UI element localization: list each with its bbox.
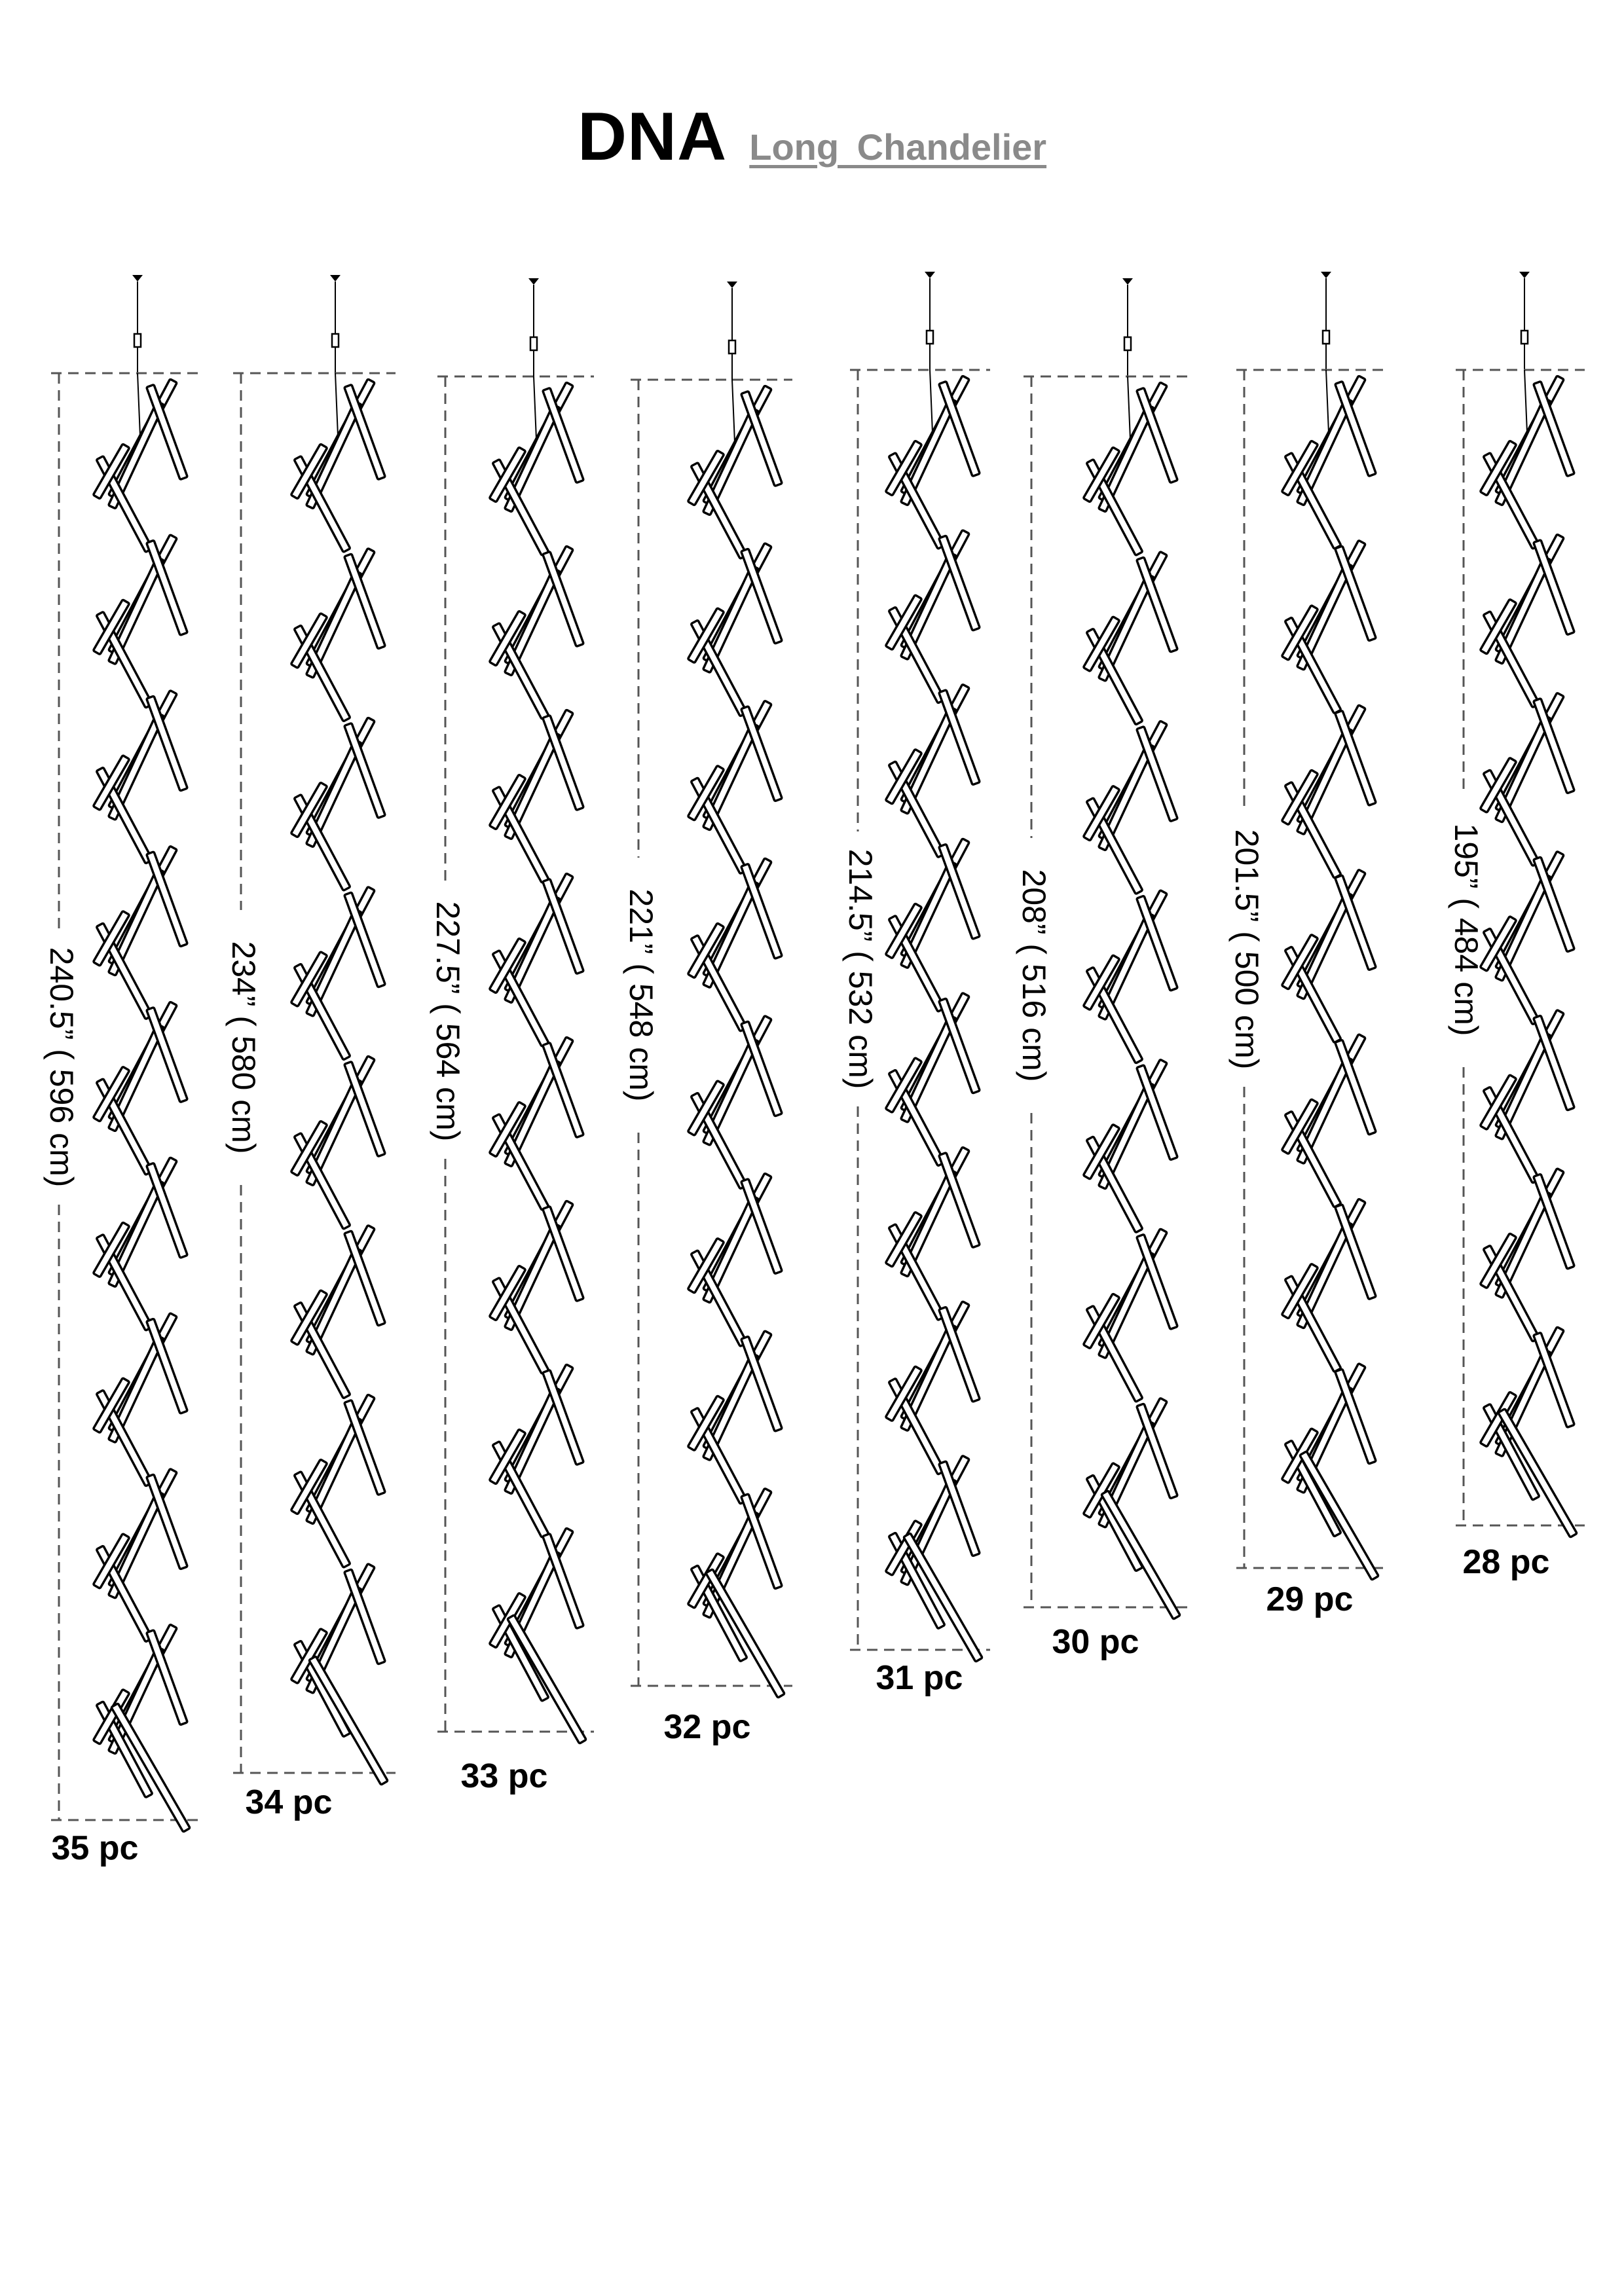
page-title: DNA (577, 99, 728, 175)
chandelier-unit (623, 282, 792, 1746)
piece-count-label: 33 pc (460, 1757, 548, 1795)
chandelier-unit (1016, 278, 1188, 1661)
piece-count-label: 29 pc (1266, 1580, 1354, 1618)
height-label: 214.5” ( 532 cm) (841, 848, 879, 1089)
piece-count-label: 32 pc (663, 1708, 751, 1746)
piece-count-label: 34 pc (245, 1783, 333, 1821)
height-label: 195” ( 484 cm) (1447, 823, 1485, 1036)
rod-bottom (309, 1656, 388, 1785)
canopy-icon (1122, 278, 1133, 285)
canopy-icon (1321, 272, 1331, 278)
piece-count-label: 35 pc (51, 1829, 139, 1867)
rod-bottom (507, 1615, 586, 1744)
canopy-icon (132, 275, 143, 282)
rod-bottom (1101, 1491, 1180, 1620)
rod-bottom (706, 1569, 784, 1698)
height-label: 240.5” ( 596 cm) (43, 947, 80, 1188)
chandelier-unit (1448, 272, 1585, 1581)
cable-connector (1124, 337, 1131, 350)
chandelier-unit (1228, 272, 1386, 1618)
piece-count-label: 28 pc (1462, 1543, 1550, 1581)
cable-connector (1323, 331, 1329, 344)
canopy-icon (330, 275, 341, 282)
cable-connector (530, 337, 537, 350)
rod-bottom (1498, 1409, 1577, 1538)
chandelier-unit (43, 275, 198, 1867)
chandelier-units (43, 272, 1585, 1867)
height-label: 227.5” ( 564 cm) (429, 901, 466, 1142)
height-label: 221” ( 548 cm) (622, 888, 659, 1102)
rod-bottom (1300, 1451, 1378, 1580)
canopy-icon (1519, 272, 1530, 278)
height-label: 234” ( 580 cm) (225, 941, 262, 1154)
cable-connector (927, 331, 933, 344)
piece-count-label: 31 pc (876, 1659, 963, 1697)
chandelier-unit (842, 272, 990, 1697)
cable-connector (134, 334, 141, 347)
chandelier-unit (225, 275, 396, 1821)
cable-connector (1521, 331, 1528, 344)
piece-count-label: 30 pc (1052, 1623, 1139, 1661)
canopy-icon (528, 278, 539, 285)
canopy-icon (925, 272, 935, 278)
chandelier-unit (430, 278, 594, 1795)
height-label: 208” ( 516 cm) (1015, 869, 1052, 1082)
page-subtitle: Long Chandelier (749, 126, 1047, 168)
canopy-icon (727, 282, 737, 288)
cable-connector (332, 334, 339, 347)
cable-connector (729, 340, 735, 354)
height-label: 201.5” ( 500 cm) (1228, 829, 1265, 1070)
